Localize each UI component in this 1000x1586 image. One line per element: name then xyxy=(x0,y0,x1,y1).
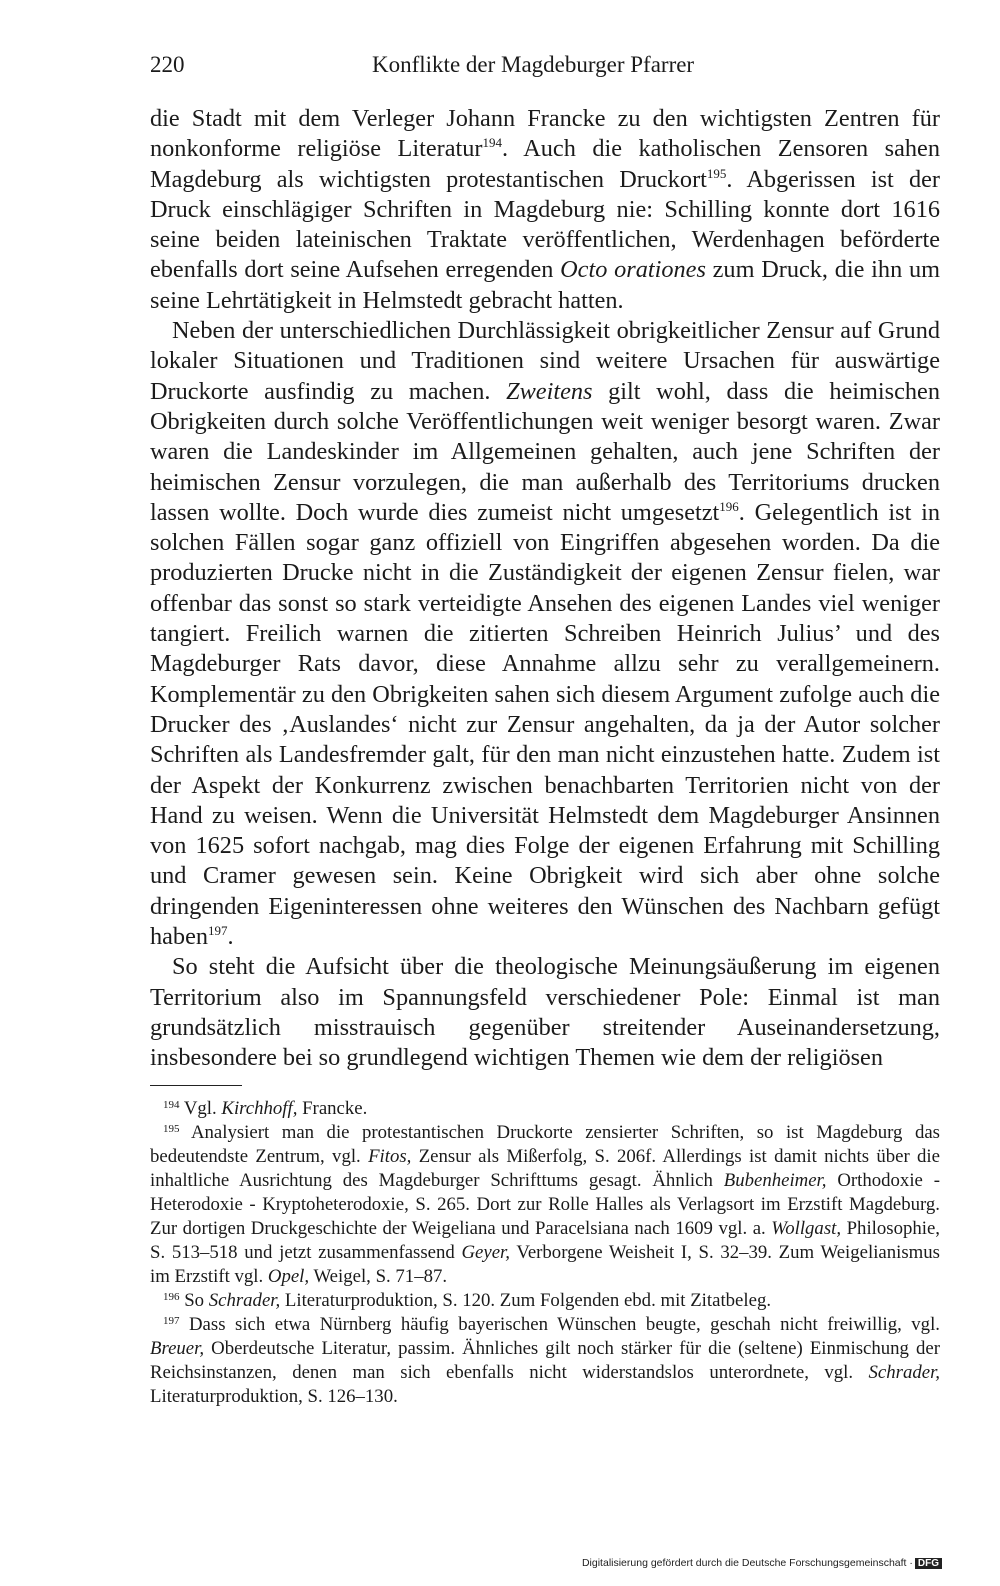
text-run: Weigel, S. 71–87. xyxy=(309,1266,448,1287)
author-name: Fitos, xyxy=(368,1146,412,1167)
dfg-logo: DFG xyxy=(915,1558,942,1569)
footnote-number: 197 xyxy=(163,1315,180,1327)
paragraph-2 xyxy=(150,316,940,952)
footer-text: Digitalisierung gefördert durch die Deutsche Forschungsgemeinschaft · xyxy=(581,1557,913,1569)
text-run: Vgl. xyxy=(179,1098,222,1119)
text-run: Orthodoxie - Heterodoxie - Kryptoheterodoxie, S. 265. Dort zur Rolle Halles als Verlagsort im Erzstift Magdeburg. Zur dortigen Druckgeschichte der Weigeliana und Paracelsiana nach 1609 vgl. a. xyxy=(150,1170,940,1239)
footnote-ref-196: 196 xyxy=(719,498,739,514)
author-name: Kirchhoff, xyxy=(221,1098,298,1119)
text-run: Francke. xyxy=(297,1098,368,1119)
text-run: Philosophie, S. 513–518 und jetzt zusammenfassend xyxy=(150,1218,940,1263)
text-run: Analysiert man die protestantischen Druckorte zensierter Schriften, so ist Magdeburg das bedeutendste Zentrum, vgl. xyxy=(150,1122,940,1167)
footnote-ref-194: 194 xyxy=(482,135,503,151)
page-header xyxy=(150,52,940,86)
author-name: Wollgast, xyxy=(771,1218,842,1239)
paragraph-1 xyxy=(150,104,940,316)
footnote-194 xyxy=(150,1097,940,1121)
footnote-196 xyxy=(150,1289,940,1313)
footnote-197 xyxy=(150,1313,940,1409)
author-name: Breuer, xyxy=(150,1338,205,1359)
footnote-195 xyxy=(150,1121,940,1289)
text-run: Dass sich etwa Nürnberg häufig bayerischen Wünschen beugte, geschah nicht freiwillig, vgl. xyxy=(179,1314,940,1335)
footnote-number: 194 xyxy=(163,1099,180,1111)
author-name: Geyer, xyxy=(461,1242,510,1263)
text-run: Literaturproduktion, S. 120. Zum Folgenden ebd. mit Zitatbeleg. xyxy=(280,1290,772,1311)
page-number: 220 xyxy=(150,52,185,77)
footnote-separator xyxy=(150,1085,242,1086)
text-run: gilt wohl, dass die heimischen Obrigkeiten durch solche Veröffentlichungen weit weniger besorgt waren. Zwar waren die Landeskinder im Allgemeinen gehalten, auch jene Schriften der heimischen Zensur vorzulegen, die man außerhalb des Territoriums drucken lassen wollte. Doch wurde dies zumeist nicht umgesetzt xyxy=(150,377,940,526)
main-text xyxy=(150,104,940,1074)
italic-title: Octo orationes xyxy=(560,256,706,284)
text-run: . Abgerissen ist der Druck einschlägiger Schriften in Magdeburg nie: Schilling konnte dort 1616 seine beiden lateinischen Traktate veröffentlichen, Werdenhagen beförderte ebenfalls dort seine Aufsehen erregenden xyxy=(150,165,941,284)
text-run: So xyxy=(179,1290,209,1311)
running-title: Konflikte der Magdeburger Pfarrer xyxy=(372,52,695,77)
text-run: . xyxy=(227,923,234,951)
text-run: Oberdeutsche Literatur, passim. Ähnliches gilt noch stärker für die (seltene) Einmischung der Reichsinstanzen, denen man sich ebenfalls nicht widerstandslos unterordnete, vgl. xyxy=(150,1338,940,1383)
author-name: Schrader, xyxy=(868,1362,940,1383)
author-name: Opel, xyxy=(267,1266,310,1287)
text-run: Literaturproduktion, S. 126–130. xyxy=(150,1386,398,1407)
italic-emphasis: Zweitens xyxy=(506,377,593,405)
text-run: . Auch die katholischen Zensoren sahen Magdeburg als wichtigsten protestantischen Druckort xyxy=(150,135,940,193)
text-run: Verborgene Weisheit I, S. 32–39. Zum Weigelianismus im Erzstift vgl. xyxy=(150,1242,940,1287)
author-name: Schrader, xyxy=(208,1290,281,1311)
text-run: . Gelegentlich ist in solchen Fällen sogar ganz offiziell von Eingriffen abgesehen worden. Da die produzierten Drucke nicht in die Zuständigkeit der eigenen Zensur fielen, war offenbar das sonst so stark verteidigte Ansehen des eigenen Landes viel weniger tangiert. Freilich warnen die zitierten Schreiben Heinrich Julius’ und des Magdeburger Rats davor, diese Annahme allzu sehr zu verallgemeinern. Komplementär zu den Obrigkeiten sahen sich diesem Argument zufolge auch die Drucker des ‚Auslandes‘ nicht zur Zensur angehalten, da ja der Autor solcher Schriften als Landesfremder galt, für den man nicht einzustehen hatte. Zudem ist der Aspekt der Konkurrenz zwischen benachbarten Territorien nicht von der Hand zu weisen. Wenn die Universität Helmstedt dem Magdeburger Ansinnen von 1625 sofort nachgab, mag dies Folge der eigenen Erfahrung mit Schilling und Cramer gewesen sein. Keine Obrigkeit wird sich aber ohne solche dringenden Eigeninteressen ohne weiteres den Wünschen des Nachbarn gefügt haben xyxy=(150,498,940,951)
text-run: Zensur als Mißerfolg, S. 206f. Allerdings ist damit nichts über die inhaltliche Ausrichtung des Magdeburger Schrifttums gesagt. Ähnlich xyxy=(150,1146,940,1191)
author-name: Bubenheimer, xyxy=(723,1170,827,1191)
footnote-number: 195 xyxy=(163,1123,180,1135)
footnote-ref-197: 197 xyxy=(208,923,228,939)
footnote-number: 196 xyxy=(163,1291,180,1303)
text-run: zum Druck, die ihn um seine Lehrtätigkeit in Helmstedt gebracht hatten. xyxy=(150,256,941,314)
paragraph-3 xyxy=(150,952,940,1073)
text-run: Neben der unterschiedlichen Durchlässigkeit obrigkeitlicher Zensur auf Grund lokaler Situationen und Traditionen sind weitere Ursachen für auswärtige Druckorte ausfindig zu machen. xyxy=(150,317,940,405)
footnote-ref-195: 195 xyxy=(706,165,727,181)
digitization-footer xyxy=(582,1557,942,1569)
footnotes xyxy=(150,1097,940,1409)
text-run: die Stadt mit dem Verleger Johann Francke zu den wichtigsten Zentren für nonkonforme religiöse Literatur xyxy=(150,105,940,163)
text-run: So steht die Aufsicht über die theologische Meinungsäußerung im eigenen Territorium also im Spannungsfeld verschiedener Pole: Einmal ist man grundsätzlich misstrauisch gegenüber streitender Auseinandersetzung, insbesondere bei so grundlegend wichtigen Themen wie dem der religiösen xyxy=(150,953,940,1072)
